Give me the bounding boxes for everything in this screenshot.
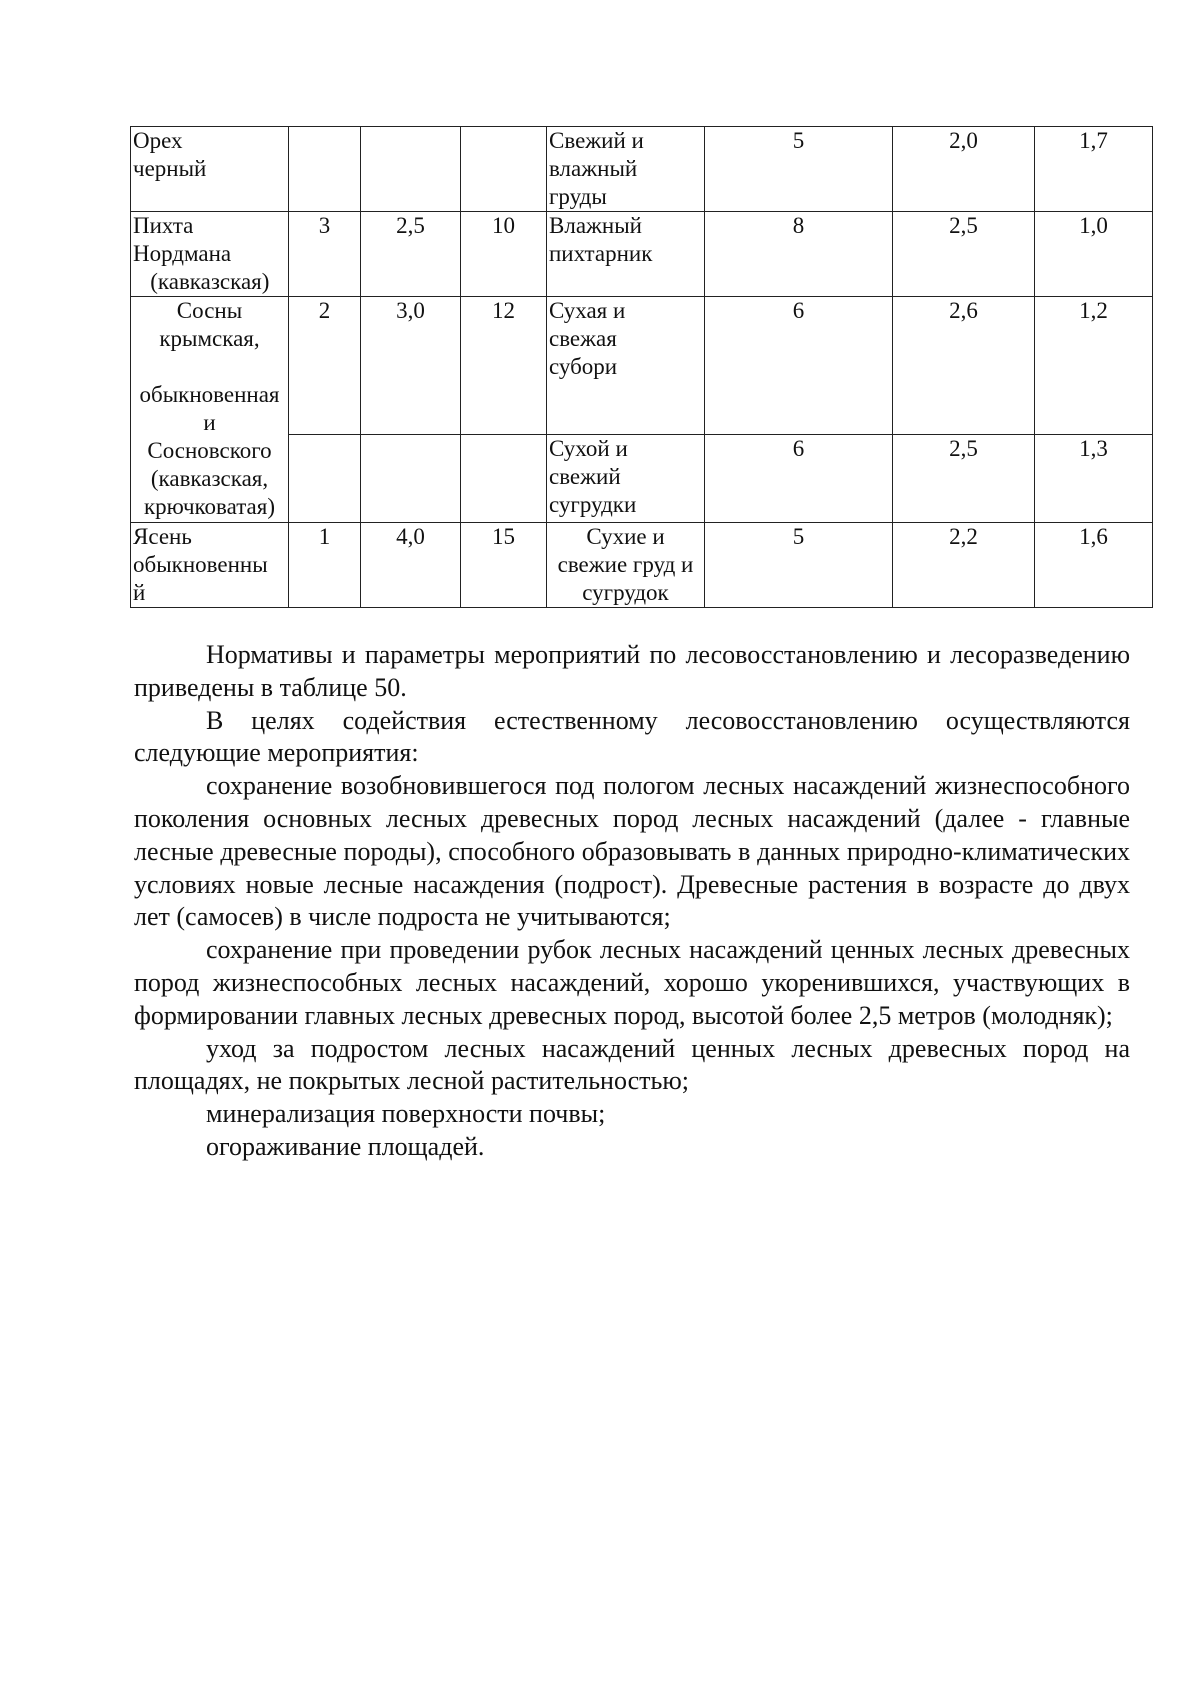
table-row (131, 523, 1153, 608)
table-cell: 2 (289, 297, 361, 435)
table-row (131, 297, 1153, 435)
table-row (131, 127, 1153, 212)
table-cell (461, 435, 547, 523)
paragraph: В целях содействия естественному лесовосстановлению осуществляются следующие мероприятия: (134, 705, 1130, 768)
paragraph: сохранение при проведении рубок лесных насаждений ценных лесных древесных пород жизнеспособных лесных насаждений, хорошо укоренившихся, участвующих в формировании главных лесных древесных пород, высотой более 2,5 метров (молодняк); (134, 935, 1130, 1030)
paragraph: уход за подростом лесных насаждений ценных лесных древесных пород на площадях, не покрытых лесной растительностью; (134, 1033, 1130, 1096)
table-cell: 2,5 (361, 212, 461, 297)
table-cell-forest-type: Сухой и свежий сугрудки (547, 435, 705, 523)
table-cell: 1 (289, 523, 361, 608)
body-text (134, 639, 1130, 1164)
reforestation-norms-table (130, 126, 1153, 608)
table-cell-forest-type: Свежий и влажный груды (547, 127, 705, 212)
table-cell: 10 (461, 212, 547, 297)
table-cell: 3 (289, 212, 361, 297)
paragraph: огораживание площадей. (206, 1131, 485, 1161)
table-cell: 2,5 (893, 212, 1035, 297)
table-cell: 1,7 (1035, 127, 1153, 212)
table-cell (361, 435, 461, 523)
table-cell: 2,6 (893, 297, 1035, 435)
table-cell: 8 (705, 212, 893, 297)
table-cell: 5 (705, 127, 893, 212)
paragraph: Нормативы и параметры мероприятий по лесовосстановлению и лесоразведению приведены в таблице 50. (134, 640, 1130, 702)
table-cell: 1,0 (1035, 212, 1153, 297)
paragraph: сохранение возобновившегося под пологом лесных насаждений жизнеспособного поколения основных лесных древесных пород лесных насаждений (далее - главные лесные древесные породы), способного образовывать в данных природно-климатических условиях новые лесные насаждения (подрост). Древесные растения в возрасте до двух лет (самосев) в числе подроста не учитываются; (134, 771, 1130, 932)
table-cell (461, 127, 547, 212)
table-cell: 1,2 (1035, 297, 1153, 435)
table-cell-forest-type: Сухая и свежая субори (547, 297, 705, 435)
table-cell-forest-type: Влажный пихтарник (547, 212, 705, 297)
table-cell: 15 (461, 523, 547, 608)
table-cell: 1,3 (1035, 435, 1153, 523)
table-cell: 5 (705, 523, 893, 608)
table-cell-species: Пихта Нордмана (кавказская) (131, 212, 289, 297)
table-cell: 2,5 (893, 435, 1035, 523)
table-cell: 6 (705, 435, 893, 523)
table-row (131, 212, 1153, 297)
table-cell-forest-type: Сухие и свежие груд и сугрудок (547, 523, 705, 608)
table-cell: 6 (705, 297, 893, 435)
table-cell (361, 127, 461, 212)
table-cell: 2,2 (893, 523, 1035, 608)
table-cell: 12 (461, 297, 547, 435)
table-cell: 4,0 (361, 523, 461, 608)
paragraph: минерализация поверхности почвы; (206, 1099, 606, 1129)
table-cell: 3,0 (361, 297, 461, 435)
table-cell: 1,6 (1035, 523, 1153, 608)
table-cell (289, 435, 361, 523)
table-cell: 2,0 (893, 127, 1035, 212)
table-cell-species: Ясень обыкновенны й (131, 523, 289, 608)
table-cell (289, 127, 361, 212)
table-cell-species: Орех черный (131, 127, 289, 212)
table-cell-species: Сосны крымская, обыкновенная и Сосновского (кавказская, крючковатая) (131, 297, 289, 523)
